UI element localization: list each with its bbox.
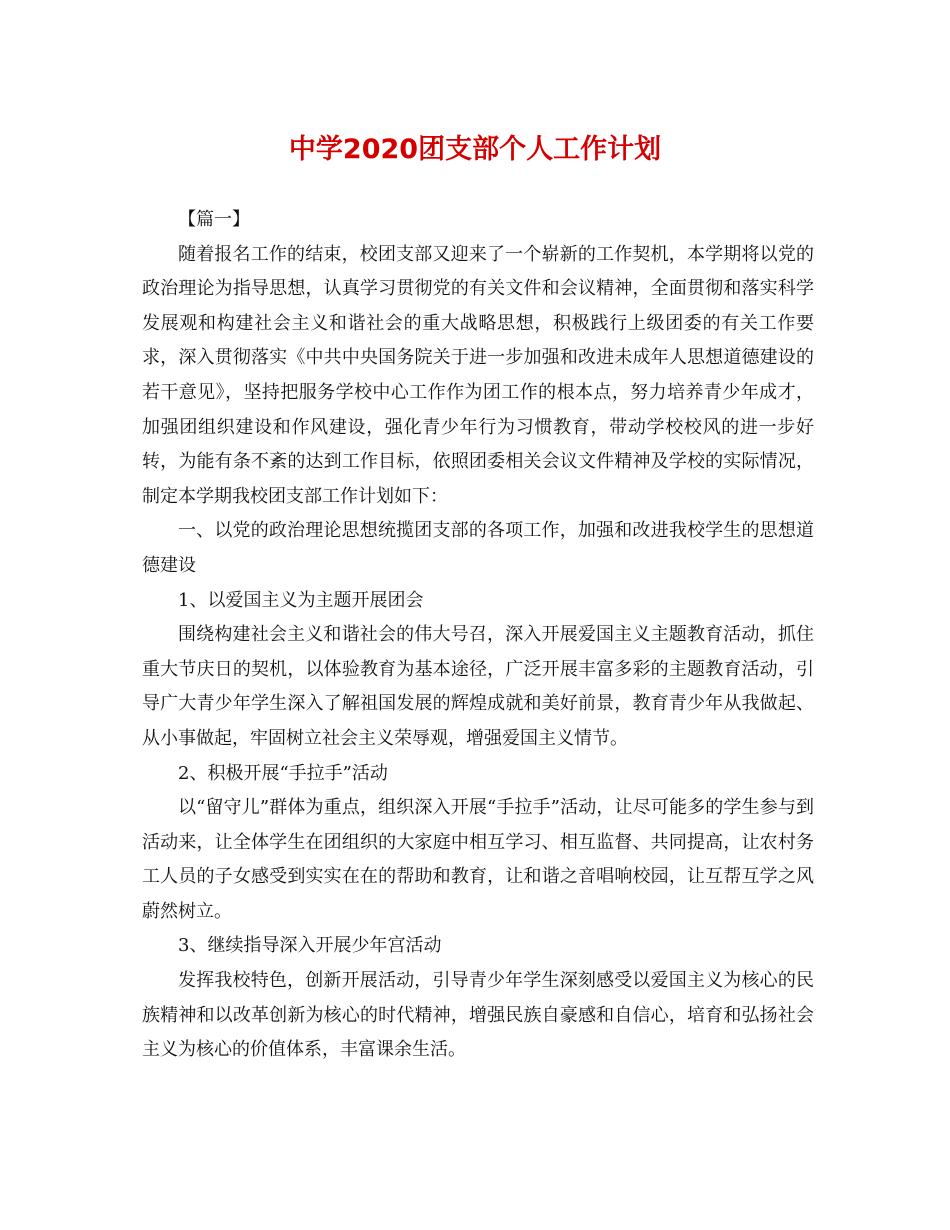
section-label: 【篇一】 (178, 209, 250, 230)
document-title: 中学2020团支部个人工作计划 (288, 134, 662, 165)
document-body (142, 203, 814, 1068)
paragraph-body-3: 发挥我校特色，创新开展活动，引导青少年学生深刻感受以爱国主义为核心的民族精神和以改革创新为核心的时代精神，增强民族自豪感和自信心，培育和弘扬社会主义为核心的价值体系，丰富课余生活。 (142, 970, 814, 1061)
paragraph-heading-1: 一、以党的政治理论思想统揽团支部的各项工作，加强和改进我校学生的思想道德建设 (142, 520, 814, 576)
paragraph-body-1: 围绕构建社会主义和谐社会的伟大号召，深入开展爱国主义主题教育活动，抓住重大节庆日的契机，以体验教育为基本途径，广泛开展丰富多彩的主题教育活动，引导广大青少年学生深入了解祖国发展的辉煌成就和美好前景，教育青少年从我做起、从小事做起，牢固树立社会主义荣辱观，增强爱国主义情节。 (142, 624, 814, 749)
paragraph-intro: 随着报名工作的结束，校团支部又迎来了一个崭新的工作契机，本学期将以党的政治理论为指导思想，认真学习贯彻党的有关文件和会议精神，全面贯彻和落实科学发展观和构建社会主义和谐社会的重大战略思想，积极践行上级团委的有关工作要求，深入贯彻落实《中共中央国务院关于进一步加强和改进未成年人思想道德建设的若干意见》，坚持把服务学校中心工作作为团工作的根本点，努力培养青少年成才，加强团组织建设和作风建设，强化青少年行为习惯教育，带动学校校风的进一步好转，为能有条不紊的达到工作目标，依照团委相关会议文件精神及学校的实际情况，制定本学期我校团支部工作计划如下： (142, 243, 814, 507)
paragraph-subheading-2: 2、积极开展“手拉手”活动 (178, 762, 388, 784)
paragraph-body-2: 以“留守儿”群体为重点，组织深入开展“手拉手”活动，让尽可能多的学生参与到活动来，让全体学生在团组织的大家庭中相互学习、相互监督、共同提高，让农村务工人员的子女感受到实实在在的帮助和教育，让和谐之音唱响校园，让互帮互学之风蔚然树立。 (142, 797, 814, 922)
paragraph-subheading-1: 1、以爱国主义为主题开展团会 (178, 589, 424, 611)
paragraph-subheading-3: 3、继续指导深入开展少年宫活动 (178, 935, 442, 957)
